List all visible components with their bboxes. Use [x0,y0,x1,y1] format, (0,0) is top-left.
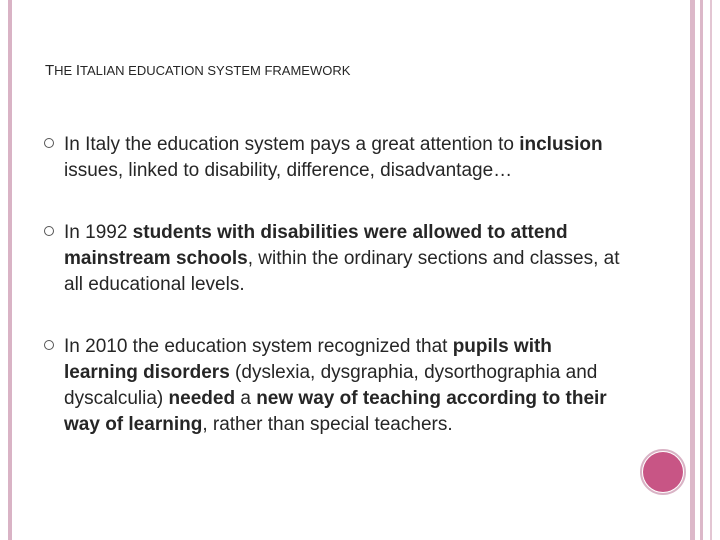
title-text: TALIAN EDUCATION SYSTEM FRAMEWORK [80,63,351,78]
decorative-circle [643,452,683,492]
title-text: HE [54,63,76,78]
slide-title [45,62,350,79]
bullet-item [44,334,624,438]
bullet-circle-icon [44,138,54,148]
bullet-circle-icon [44,226,54,236]
bullet-item [44,220,624,298]
right-frame-line [700,0,703,540]
bullet-circle-icon [44,340,54,350]
bullet-text: In 2010 the education system recognized that pupils with learning disorders (dyslexia, dysgraphia, dysorthographia and dyscalculia) needed a new way of teaching according to their way of learning, rather than special teachers. [64,336,607,435]
bullet-text: In 1992 students with disabilities were allowed to attend mainstream schools, within the ordinary sections and classes, at all educational levels. [64,222,620,295]
right-frame-line [690,0,695,540]
title-initial: T [45,62,55,79]
bullet-text: In Italy the education system pays a great attention to inclusion issues, linked to disability, difference, disadvantage… [64,134,603,181]
left-frame-line [8,0,12,540]
title-initial: I [75,62,81,79]
bullet-list [44,132,624,474]
bullet-item [44,132,624,184]
right-frame-line [710,0,712,540]
